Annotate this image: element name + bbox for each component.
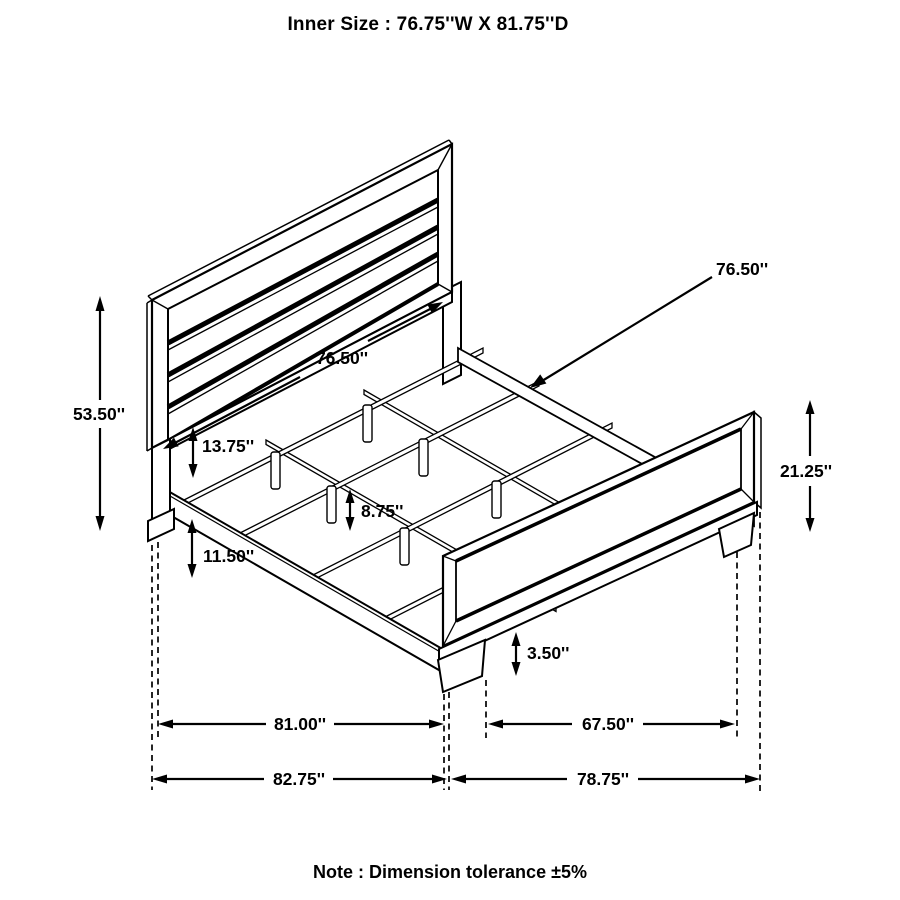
slat-leg (419, 439, 428, 476)
dim-slat-rail (530, 259, 768, 388)
arrowhead (429, 720, 444, 729)
footboard (438, 412, 761, 692)
arrowhead (346, 517, 355, 531)
dim-label-footboard-height: 21.25'' (779, 461, 833, 481)
dim-label-headboard-height: 53.50'' (72, 404, 126, 424)
slat-leg (492, 481, 501, 518)
arrowhead (745, 775, 760, 784)
arrowhead (152, 775, 167, 784)
dim-overall-right (451, 769, 760, 789)
dim-label-headboard-width: 76.50'' (315, 348, 369, 368)
arrowhead (188, 564, 197, 578)
dim-label-slat-rail: 76.50'' (716, 259, 769, 279)
arrowhead (189, 464, 198, 478)
dim-label-overall-left: 82.75'' (272, 769, 326, 789)
dim-label-footboard-span: 67.50'' (581, 714, 635, 734)
dim-label-overall-right: 78.75'' (576, 769, 630, 789)
arrowhead (96, 516, 105, 531)
dim-label-rail-height: 11.50'' (203, 546, 255, 566)
slat-leg (400, 528, 409, 565)
dim-overall-left (152, 769, 447, 789)
dim-headboard-height (73, 296, 125, 531)
near-side-rail (168, 491, 451, 677)
arrowhead (512, 662, 521, 676)
tolerance-note: Note : Dimension tolerance ±5% (313, 862, 587, 882)
inner-size-title: Inner Size : 76.75''W X 81.75''D (287, 14, 569, 35)
near-side-rail-edge (170, 496, 449, 657)
dim-label-inner-length: 81.00'' (273, 714, 327, 734)
slat-leg (271, 452, 280, 489)
dim-label-panel-gap: 13.75'' (202, 436, 255, 456)
arrowhead (806, 518, 815, 532)
arrowhead (451, 775, 466, 784)
dim-inner-length (158, 714, 444, 734)
slat-leg (363, 405, 372, 442)
headboard-left-post (148, 439, 174, 541)
arrowhead (512, 632, 521, 646)
dim-label-foot-height: 3.50'' (527, 643, 570, 663)
arrowhead (158, 720, 173, 729)
dim-footboard-height (780, 400, 832, 532)
arrowhead (488, 720, 503, 729)
arrowhead (806, 400, 815, 414)
headboard (147, 140, 452, 458)
leader-line (542, 277, 712, 381)
dim-foot-height (512, 632, 570, 676)
dim-label-slat-height: 8.75'' (361, 501, 404, 521)
arrowhead (96, 296, 105, 311)
arrowhead (720, 720, 735, 729)
slat-leg (327, 486, 336, 523)
dim-footboard-span (488, 714, 735, 734)
